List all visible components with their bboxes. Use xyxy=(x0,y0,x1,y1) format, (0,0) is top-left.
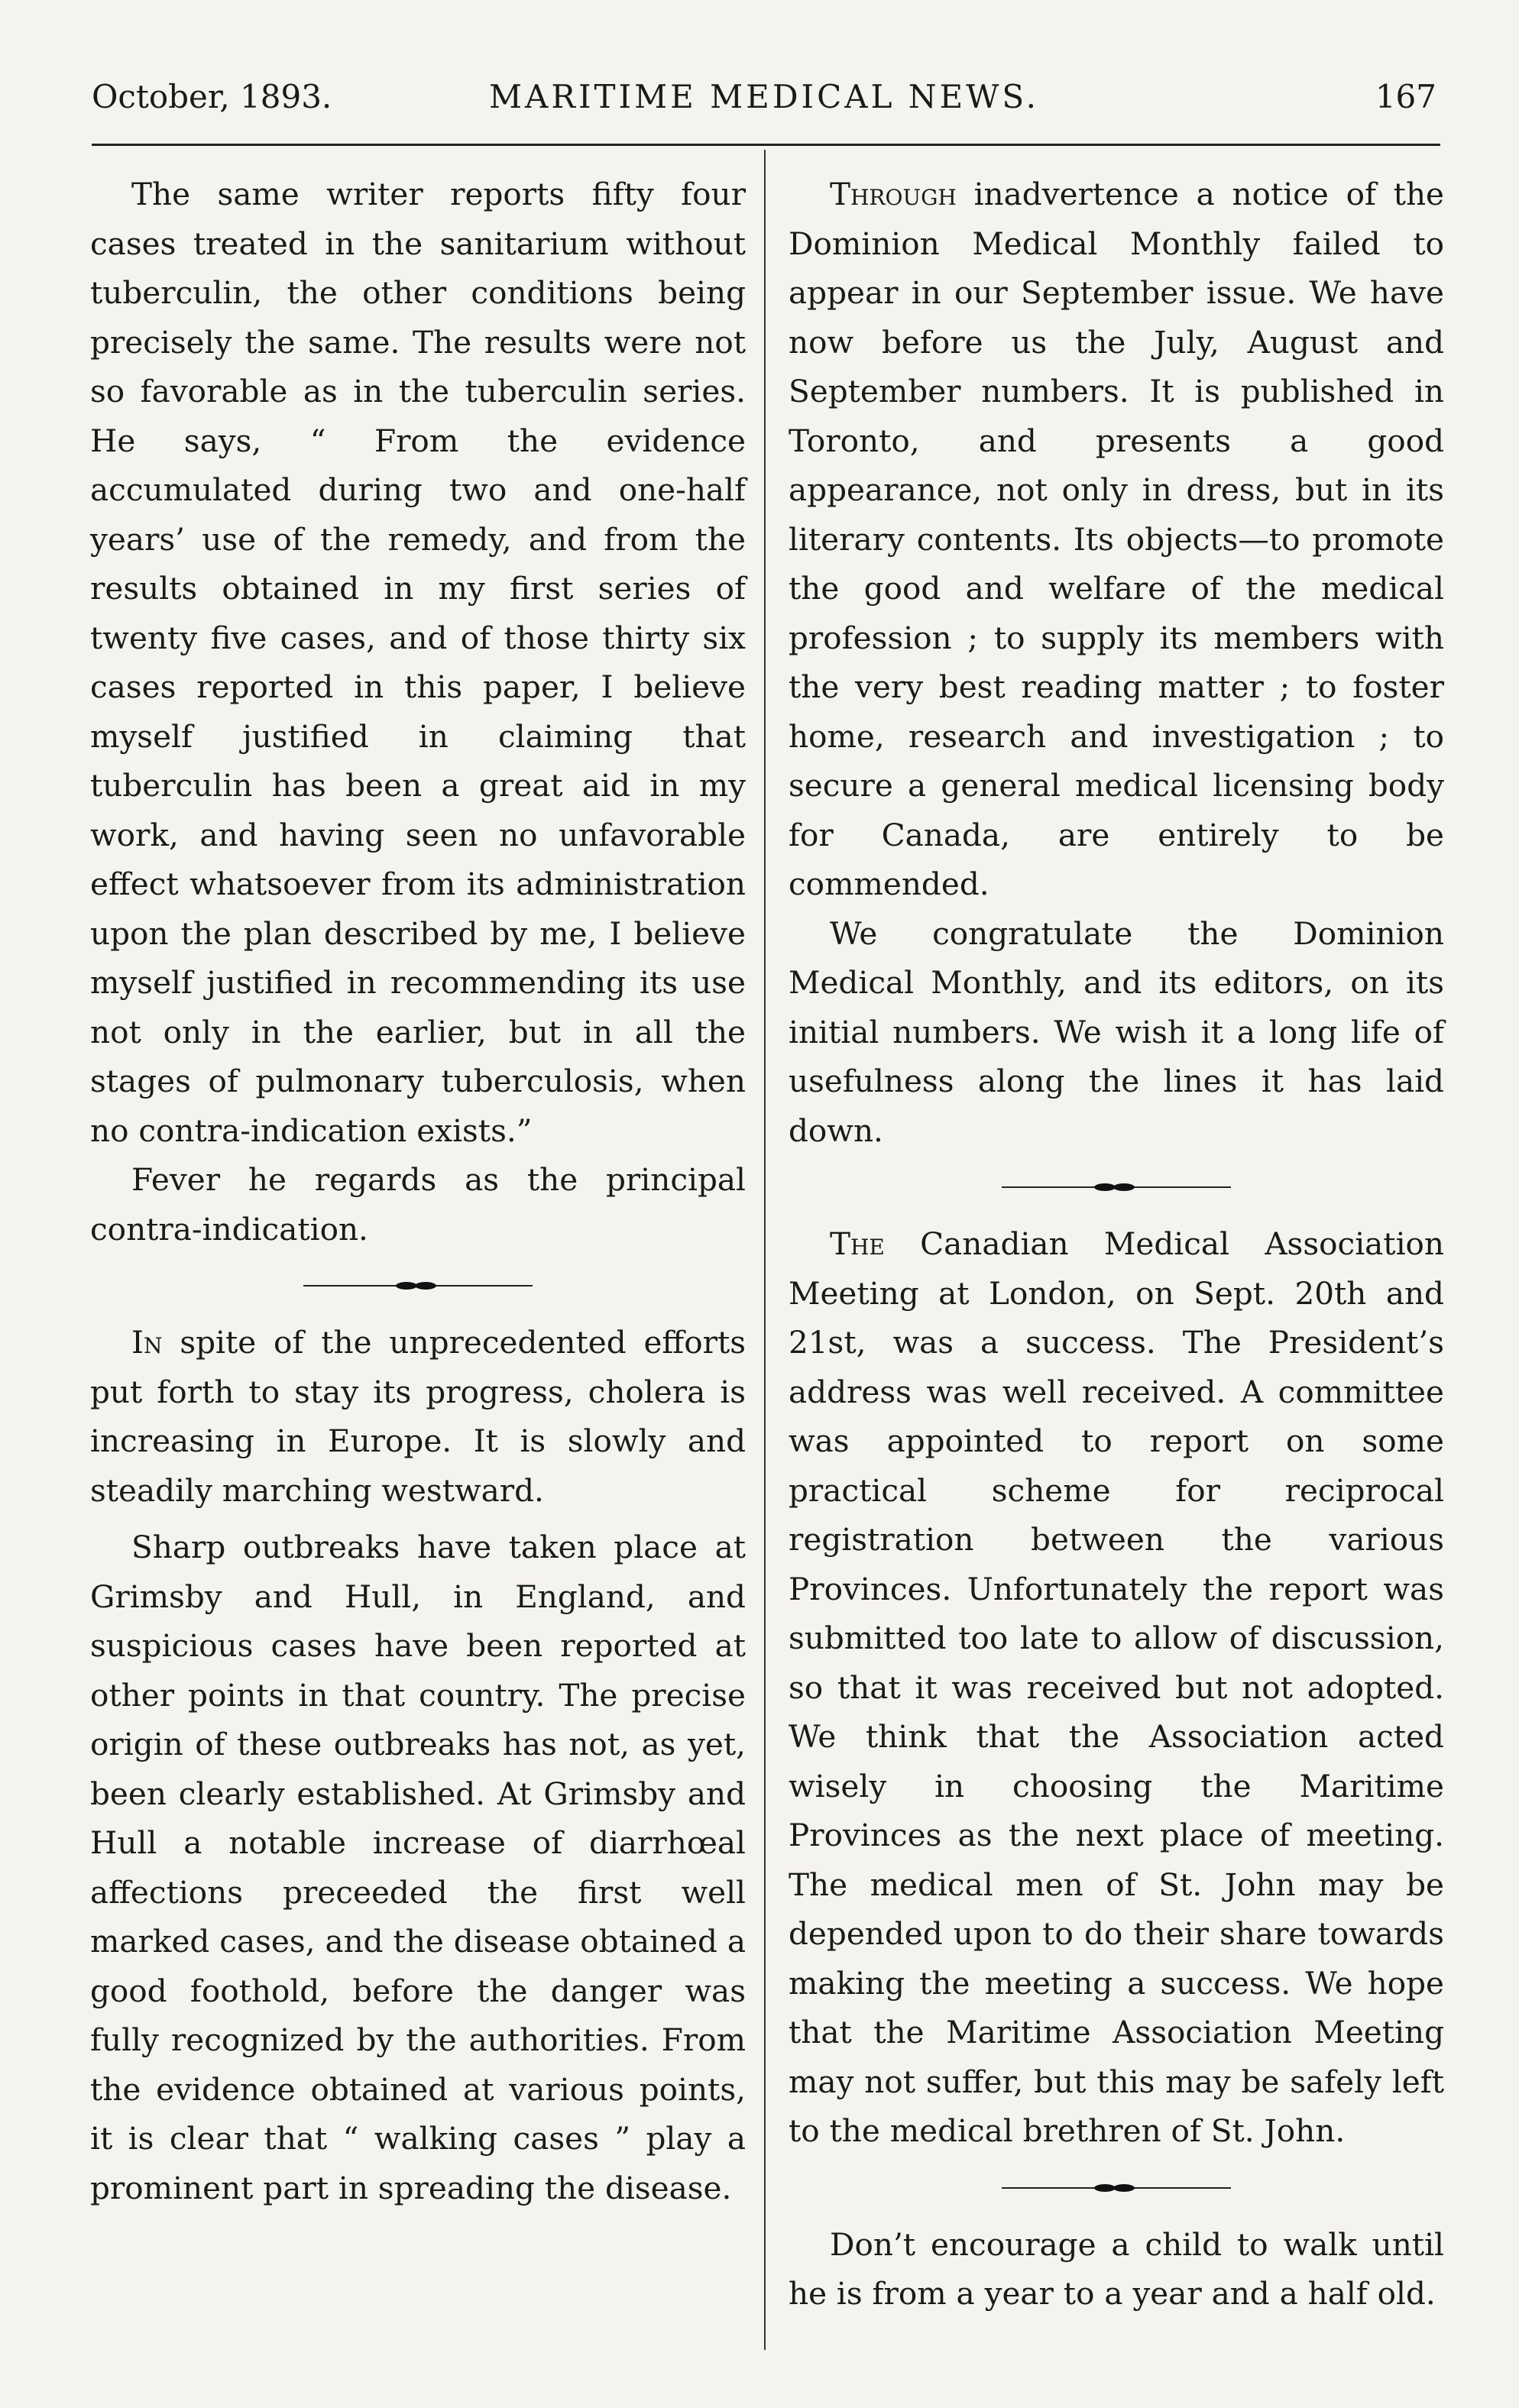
journal-title: MARITIME MEDICAL NEWS. xyxy=(488,78,1039,115)
left-column xyxy=(90,170,746,2212)
issue-date: October, 1893. xyxy=(92,78,332,115)
dominion-lead-word: Through xyxy=(830,176,957,212)
cma-meeting-paragraph xyxy=(789,1219,1444,2156)
cma-lead-word: The xyxy=(830,1225,885,1262)
cholera-paragraph xyxy=(90,1318,746,1515)
fever-paragraph: Fever he regards as the principal contra-indication. xyxy=(90,1161,746,1248)
cholera-lead-word: In xyxy=(131,1324,163,1361)
header-rule xyxy=(92,144,1440,146)
congratulate-paragraph: We congratulate the Dominion Medical Monthly, and its editors, on its initial numbers. We wish it a long life of usefulness along the lines it has laid down. xyxy=(789,914,1444,1149)
tuberculin-paragraph: The same writer reports fifty four cases treated in the sanitarium without tuberculin, the other conditions being precisely the same. The results were not so favorable as in the tuberculin series. He says, “ From the evidence accumulated during two and one-half years’ use of the remedy, and from the results obtained in my first series of twenty five cases, and of those thirty six cases reported in this paper, I believe myself justified in claiming that tuberculin has been a great aid in my work, and having seen no unfavorable effect whatsoever from its administration upon the plan described by me, I believe myself justified in recommending its use not only in the earlier, but in all the stages of pulmonary tuberculosis, when no contra-indication exists.” xyxy=(90,176,746,1149)
child-walk-paragraph: Don’t encourage a child to walk until he is from a year to a year and a half old. xyxy=(789,2225,1444,2312)
dominion-monthly-paragraph xyxy=(789,170,1444,909)
dominion-paragraph-text: inadvertence a notice of the Dominion Medical Monthly failed to appear in our September issue. We have now before us the July, August and September numbers. It is published in Toronto, and presents a good appearance, not only in dress, but in its literary contents. Its objects—to promote the good and welfare of the medical profession ; to supply its members with the very best reading matter ; to foster home, research and investigation ; to secure a general medical licensing body for Canada, are entirely to be commended. xyxy=(789,176,1444,902)
cma-paragraph-text: Canadian Medical Association Meeting at London, on Sept. 20th and 21st, was a success. The President’s address was well received. A committee was appointed to report on some practical scheme for reciprocal registration between the various Provinces. Unfortunately the report was submitted too late to allow of discussion, so that it was received but not adopted. We think that the Association acted wisely in choosing the Maritime Provinces as the next place of meeting. The medical men of St. John may be depended upon to do their share towards making the meeting a success. We hope that the Maritime Association Meeting may not suffer, but this may be safely left to the medical brethren of St. John. xyxy=(789,1225,1444,2149)
section-separator xyxy=(303,1270,533,1301)
right-column xyxy=(789,170,1444,2319)
page-number: 167 xyxy=(1375,78,1436,115)
column-rule xyxy=(764,150,766,2350)
cholera-paragraph-text: spite of the unprecedented efforts put forth to stay its progress, cholera is increasing in Europe. It is slowly and steadily marching westward. xyxy=(90,1324,746,1509)
section-separator xyxy=(1002,2173,1231,2203)
section-separator xyxy=(1002,1172,1231,1202)
outbreaks-paragraph: Sharp outbreaks have taken place at Grimsby and Hull, in England, and suspicious cases have been reported at other points in that country. The precise origin of these outbreaks has not, as yet, been clearly established. At Grimsby and Hull a notable increase of diarrhœal affections preceeded the first well marked cases, and the disease obtained a good foothold, before the danger was fully recognized by the authorities. From the evidence obtained at various points, it is clear that “ walking cases ” play a prominent part in spreading the disease. xyxy=(90,1529,746,2206)
running-head xyxy=(92,70,1436,124)
